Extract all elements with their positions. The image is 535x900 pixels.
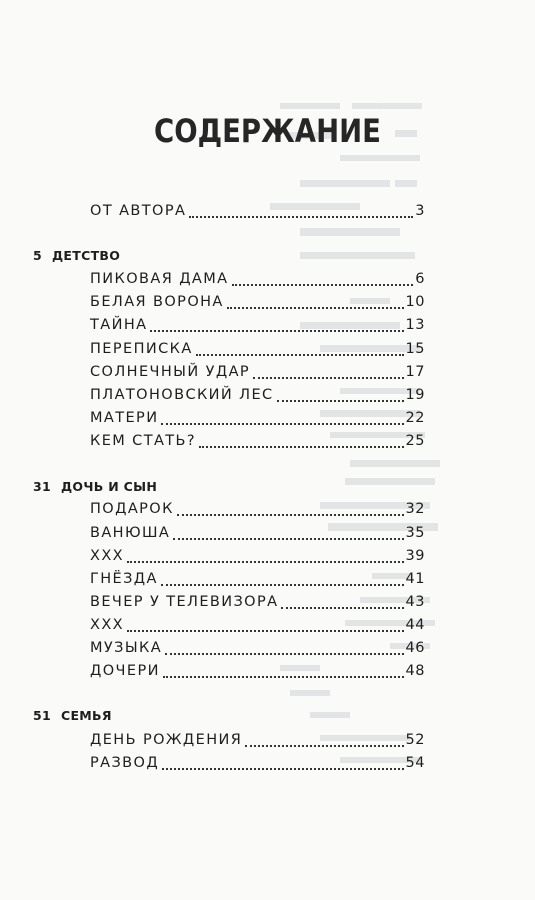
toc-entry-page: 17 [405, 364, 425, 380]
dot-leader [162, 767, 403, 770]
dot-leader [127, 560, 404, 563]
toc-entry-page: 52 [405, 732, 425, 748]
dot-leader [173, 537, 403, 540]
dot-leader [253, 376, 404, 379]
toc-entry-label: КЕМ СТАТЬ? [90, 433, 196, 449]
toc-entry[interactable] [90, 290, 425, 314]
toc-entry[interactable] [90, 751, 425, 775]
toc-entry-page: 6 [415, 271, 425, 287]
toc-entry[interactable] [90, 659, 425, 683]
toc-entry-label: МУЗЫКА [90, 640, 163, 656]
dot-leader [161, 422, 403, 425]
toc-entry[interactable] [90, 406, 425, 430]
toc-entry-page: 10 [405, 294, 425, 310]
toc-entry-label: СОЛНЕЧНЫЙ УДАР [90, 364, 251, 380]
dot-leader [163, 675, 404, 678]
section-name: ДОЧЬ И СЫН [61, 479, 158, 494]
dot-leader [199, 445, 404, 448]
toc-entry-label: ТАЙНА [90, 317, 148, 333]
toc-entry[interactable] [90, 429, 425, 453]
toc-entry-page: 39 [405, 548, 425, 564]
section-number: 31 [33, 479, 51, 494]
toc-entry[interactable] [90, 521, 425, 545]
section-heading [33, 708, 112, 730]
dot-leader [281, 606, 403, 609]
toc-entry-label: МАТЕРИ [90, 410, 159, 426]
toc-entry-page: 41 [405, 571, 425, 587]
toc-entry-page: 54 [405, 755, 425, 771]
toc-entry-label: БЕЛАЯ ВОРОНА [90, 294, 224, 310]
toc-entry-page: 48 [405, 663, 425, 679]
toc-entry[interactable] [90, 728, 425, 752]
toc-entry-page: 13 [405, 317, 425, 333]
dot-leader [165, 652, 403, 655]
toc-entry-label: ВЕЧЕР У ТЕЛЕВИЗОРА [90, 594, 279, 610]
page-title: СОДЕРЖАНИЕ [154, 112, 381, 150]
section-name: ДЕТСТВО [52, 248, 121, 263]
toc-entry[interactable] [90, 337, 425, 361]
dot-leader [189, 215, 413, 218]
toc-entry-label: ПЛАТОНОВСКИЙ ЛЕС [90, 387, 274, 403]
toc-entry-label: ДОЧЕРИ [90, 663, 160, 679]
dot-leader [177, 513, 404, 516]
toc-entry-page: 19 [405, 387, 425, 403]
dot-leader [245, 744, 403, 747]
toc-entry-label: ХХХ [90, 617, 125, 633]
toc-entry[interactable] [90, 544, 425, 568]
dot-leader [161, 583, 404, 586]
toc-entry[interactable] [90, 383, 425, 407]
toc-entry-page: 35 [405, 525, 425, 541]
toc-entry-label: РАЗВОД [90, 755, 160, 771]
toc-entry-label: ПОДАРОК [90, 501, 174, 517]
toc-entry-label: ХХХ [90, 548, 125, 564]
toc-entry-label: ПЕРЕПИСКА [90, 341, 193, 357]
toc-entry-label: ВАНЮША [90, 525, 171, 541]
toc-entry[interactable] [90, 636, 425, 660]
toc-entry[interactable] [90, 313, 425, 337]
toc-entry[interactable] [90, 497, 425, 521]
toc-entry[interactable] [90, 590, 425, 614]
dot-leader [232, 283, 414, 286]
dot-leader [150, 329, 403, 332]
toc-entry-page: 15 [405, 341, 425, 357]
toc-entry-label: ОТ АВТОРА [90, 203, 187, 219]
dot-leader [277, 399, 404, 402]
dot-leader [227, 306, 404, 309]
dot-leader [196, 353, 404, 356]
toc-entry-page: 46 [405, 640, 425, 656]
toc-entry[interactable] [90, 567, 425, 591]
section-name: СЕМЬЯ [61, 708, 112, 723]
toc-entry-page: 44 [405, 617, 425, 633]
toc-entry-page: 25 [405, 433, 425, 449]
toc-entry-page: 22 [405, 410, 425, 426]
toc-entry-label: ГНЁЗДА [90, 571, 158, 587]
toc-entry-page: 43 [405, 594, 425, 610]
toc-entry[interactable] [90, 267, 425, 291]
toc-entry[interactable] [90, 360, 425, 384]
section-number: 51 [33, 708, 51, 723]
toc-entry-page: 3 [415, 203, 425, 219]
dot-leader [127, 629, 404, 632]
toc-entry-intro[interactable] [90, 199, 425, 223]
toc-entry-page: 32 [405, 501, 425, 517]
toc-entry-label: ПИКОВАЯ ДАМА [90, 271, 229, 287]
section-number: 5 [33, 248, 42, 263]
toc-entry-label: ДЕНЬ РОЖДЕНИЯ [90, 732, 243, 748]
toc-entry[interactable] [90, 613, 425, 637]
